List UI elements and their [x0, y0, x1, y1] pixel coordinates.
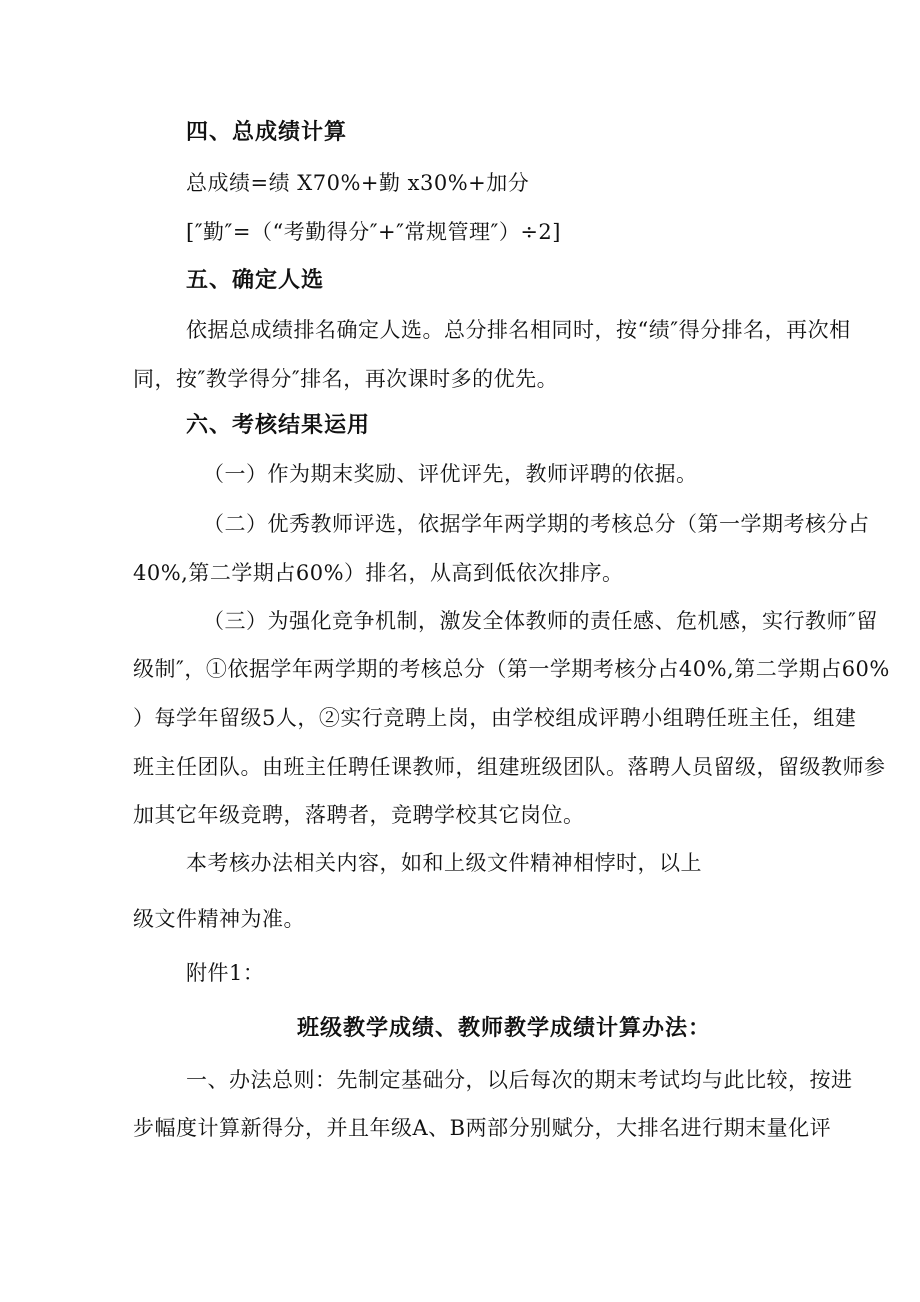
closing-statement-line-1: 本考核办法相关内容，如和上级文件精神相悖时，以上 [186, 851, 702, 875]
section-5-paragraph-line-1: 依据总成绩排名确定人选。总分排名相同时，按“绩″得分排名，再次相 [186, 318, 851, 342]
annex-paragraph-line-1: 一、办法总则：先制定基础分，以后每次的期末考试均与此比较，按进 [186, 1068, 853, 1092]
section-6-item-1: （一）作为期末奖励、评优评先，教师评聘的依据。 [203, 462, 698, 486]
section-6-item-3-line-3: ）每学年留级5人，②实行竞聘上岗，由学校组成评聘小组聘任班主任，组建 [133, 706, 857, 730]
section-5-paragraph-line-2: 同，按″教学得分″排名，再次课时多的优先。 [133, 367, 559, 391]
section-4-heading: 四、总成绩计算 [186, 120, 348, 145]
section-6-item-2-line-1: （二）优秀教师评选，依据学年两学期的考核总分（第一学期考核分占 [203, 512, 870, 536]
section-6-item-3-line-4: 班主任团队。由班主任聘任课教师，组建班级团队。落聘人员留级，留级教师参 [133, 755, 886, 779]
section-6-item-3-line-2: 级制″，①依据学年两学期的考核总分（第一学期考核分占40%,第二学期占60% [133, 657, 890, 681]
section-4-formula: 总成绩=绩 X70%+勤 x30%+加分 [186, 171, 530, 195]
annex-label: 附件1： [186, 961, 265, 985]
section-6-item-3-line-1: （三）为强化竞争机制，激发全体教师的责任感、危机感，实行教师″留 [203, 609, 878, 633]
section-6-heading: 六、考核结果运用 [186, 413, 371, 438]
annex-paragraph-line-2: 步幅度计算新得分，并且年级A、B两部分别赋分，大排名进行期末量化评 [133, 1116, 832, 1140]
section-6-item-2-line-2: 40%,第二学期占60%）排名，从高到低依次排序。 [133, 561, 624, 585]
section-4-note: [″勤″=（“考勤得分″+″常规管理″）÷2] [186, 220, 561, 244]
closing-statement-line-2: 级文件精神为准。 [133, 907, 305, 931]
section-5-heading: 五、确定人选 [186, 268, 325, 293]
section-6-item-3-line-5: 加其它年级竞聘，落聘者，竞聘学校其它岗位。 [133, 803, 585, 827]
annex-title: 班级教学成绩、教师教学成绩计算办法： [297, 1016, 712, 1041]
